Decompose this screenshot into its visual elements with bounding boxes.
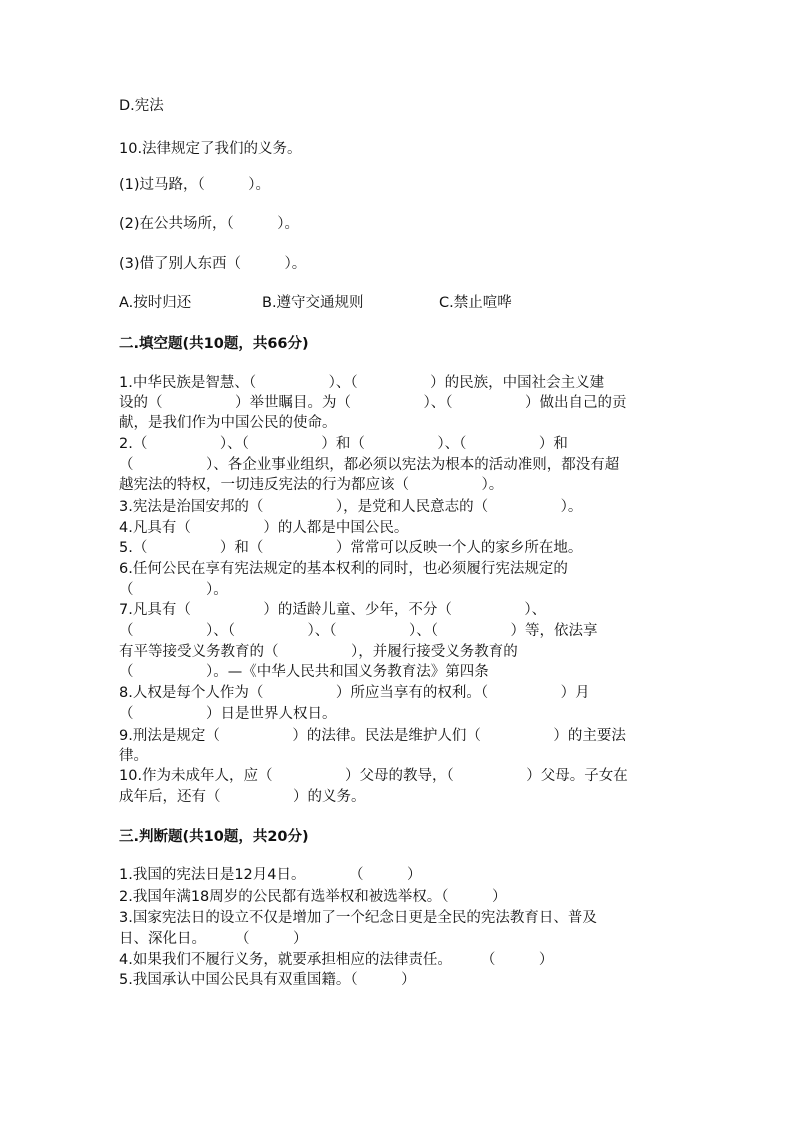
fill-line: 设的（ ）举世瞩目。为（ ）、（ ）做出自己的贡	[119, 395, 627, 411]
q10-sub3: (3)借了别人东西（ ）。	[119, 256, 307, 272]
fill-line: 10.作为未成年人，应（ ）父母的教导，（ ）父母。子女在	[119, 768, 628, 784]
q10-sub2: (2)在公共场所，（ ）。	[119, 216, 300, 232]
judge-line: 1.我国的宪法日是12月4日。 （ ）	[119, 867, 422, 883]
fill-line: 成年后，还有（ ）的义务。	[119, 789, 366, 805]
fill-line: 4.凡具有（ ）的人都是中国公民。	[119, 520, 409, 536]
q10-option-b: B.遵守交通规则	[262, 295, 364, 311]
fill-line: 献，是我们作为中国公民的使命。	[119, 415, 337, 431]
fill-line: （ ）。—《中华人民共和国义务教育法》第四条	[119, 664, 489, 680]
fill-line: （ ）日是世界人权日。	[119, 706, 337, 722]
section2-heading: 二.填空题(共10题，共66分)	[119, 336, 309, 352]
q10-stem: 10.法律规定了我们的义务。	[119, 141, 302, 157]
judge-line: 2.我国年满18周岁的公民都有选举权和被选举权。（ ）	[119, 889, 507, 905]
judge-line: 5.我国承认中国公民具有双重国籍。（ ）	[119, 972, 416, 988]
fill-line: 越宪法的特权，一切违反宪法的行为都应该（ ）。	[119, 477, 504, 493]
fill-line: 有平等接受义务教育的（ ），并履行接受义务教育的	[119, 644, 518, 660]
q10-option-c: C.禁止喧哗	[439, 295, 512, 311]
q10-sub1: (1)过马路，（ ）。	[119, 177, 271, 193]
fill-line: （ ）、各企业事业组织，都必须以宪法为根本的活动准则，都没有超	[119, 457, 620, 473]
fill-line: 律。	[119, 748, 148, 764]
q10-option-a: A.按时归还	[119, 295, 192, 311]
fill-line: 3.宪法是治国安邦的（ ），是党和人民意志的（ ）。	[119, 499, 583, 515]
fill-line: 1.中华民族是智慧、（ ）、（ ）的民族，中国社会主义建	[119, 375, 605, 391]
fill-line: （ ）。	[119, 582, 228, 598]
judge-line: 日、深化日。 （ ）	[119, 931, 308, 947]
fill-line: （ ）、（ ）、（ ）、（ ）等，依法享	[119, 623, 598, 639]
fill-line: 2.（ ）、（ ）和（ ）、（ ）和	[119, 436, 568, 452]
judge-line: 3.国家宪法日的设立不仅是增加了一个纪念日更是全民的宪法教育日、普及	[119, 910, 597, 926]
fill-line: 7.凡具有（ ）的适龄儿童、少年，不分（ ）、	[119, 602, 547, 618]
judge-line: 4.如果我们不履行义务，就要承担相应的法律责任。 （ ）	[119, 952, 554, 968]
q9-option-d: D.宪法	[119, 98, 164, 114]
fill-line: 6.任何公民在享有宪法规定的基本权利的同时，也必须履行宪法规定的	[119, 561, 568, 577]
fill-line: 9.刑法是规定（ ）的法律。民法是维护人们（ ）的主要法	[119, 728, 626, 744]
section3-heading: 三.判断题(共10题，共20分)	[119, 829, 309, 845]
fill-line: 8.人权是每个人作为（ ）所应当享有的权利。（ ）月	[119, 685, 590, 701]
fill-line: 5.（ ）和（ ）常常可以反映一个人的家乡所在地。	[119, 540, 583, 556]
